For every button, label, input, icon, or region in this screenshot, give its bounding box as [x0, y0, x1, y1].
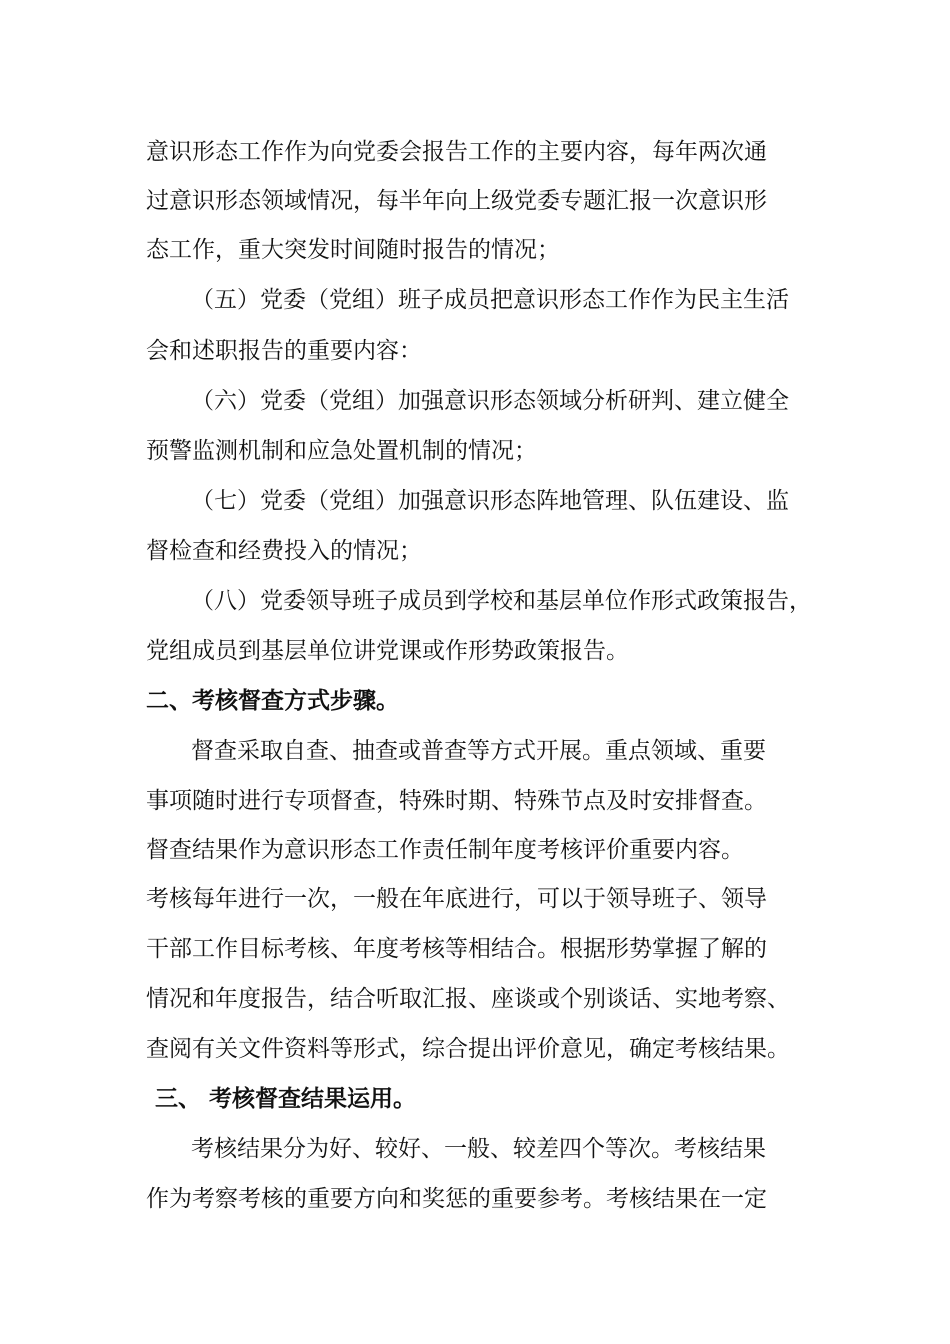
text-line: 事项随时进行专项督查，特殊时期、特殊节点及时安排督查。 [146, 788, 767, 814]
text-line: 考核每年进行一次，一般在年底进行，可以于领导班子、领导 [146, 886, 767, 912]
text-line: 查阅有关文件资料等形式，综合提出评价意见，确定考核结果。 [146, 1036, 790, 1062]
text-line: 党组成员到基层单位讲党课或作形势政策报告。 [146, 638, 629, 664]
paragraph-six-line: （六）党委（党组）加强意识形态领域分析研判、建立健全 [191, 388, 789, 414]
text-line: 态工作，重大突发时间随时报告的情况； [146, 237, 560, 263]
text-line: 督查采取自查、抽查或普查等方式开展。重点领域、重要 [191, 738, 766, 764]
paragraph-seven-line: （七）党委（党组）加强意识形态阵地管理、队伍建设、监 [191, 488, 789, 514]
text-line: 情况和年度报告，结合听取汇报、座谈或个别谈话、实地考察、 [146, 986, 790, 1012]
paragraph-eight-line: （八）党委领导班子成员到学校和基层单位作形式政策报告， [191, 588, 812, 614]
text-line: 干部工作目标考核、年度考核等相结合。根据形势掌握了解的 [146, 936, 767, 962]
text-line: 意识形态工作作为向党委会报告工作的主要内容，每年两次通 [146, 139, 767, 165]
text-line: 预警监测机制和应急处置机制的情况； [146, 438, 537, 464]
text-line: 督检查和经费投入的情况； [146, 538, 422, 564]
paragraph-five-line: （五）党委（党组）班子成员把意识形态工作作为民主生活 [191, 287, 789, 313]
text-line: 作为考察考核的重要方向和奖惩的重要参考。考核结果在一定 [146, 1186, 767, 1212]
text-line: 督查结果作为意识形态工作责任制年度考核评价重要内容。 [146, 837, 744, 863]
text-line: 会和述职报告的重要内容： [146, 338, 422, 364]
section-two-heading: 二、考核督查方式步骤。 [146, 688, 399, 714]
text-line: 考核结果分为好、较好、一般、较差四个等次。考核结果 [191, 1136, 766, 1162]
text-line: 过意识形态领域情况，每半年向上级党委专题汇报一次意识形 [146, 188, 767, 214]
section-three-heading: 三、 考核督查结果运用。 [155, 1086, 417, 1112]
